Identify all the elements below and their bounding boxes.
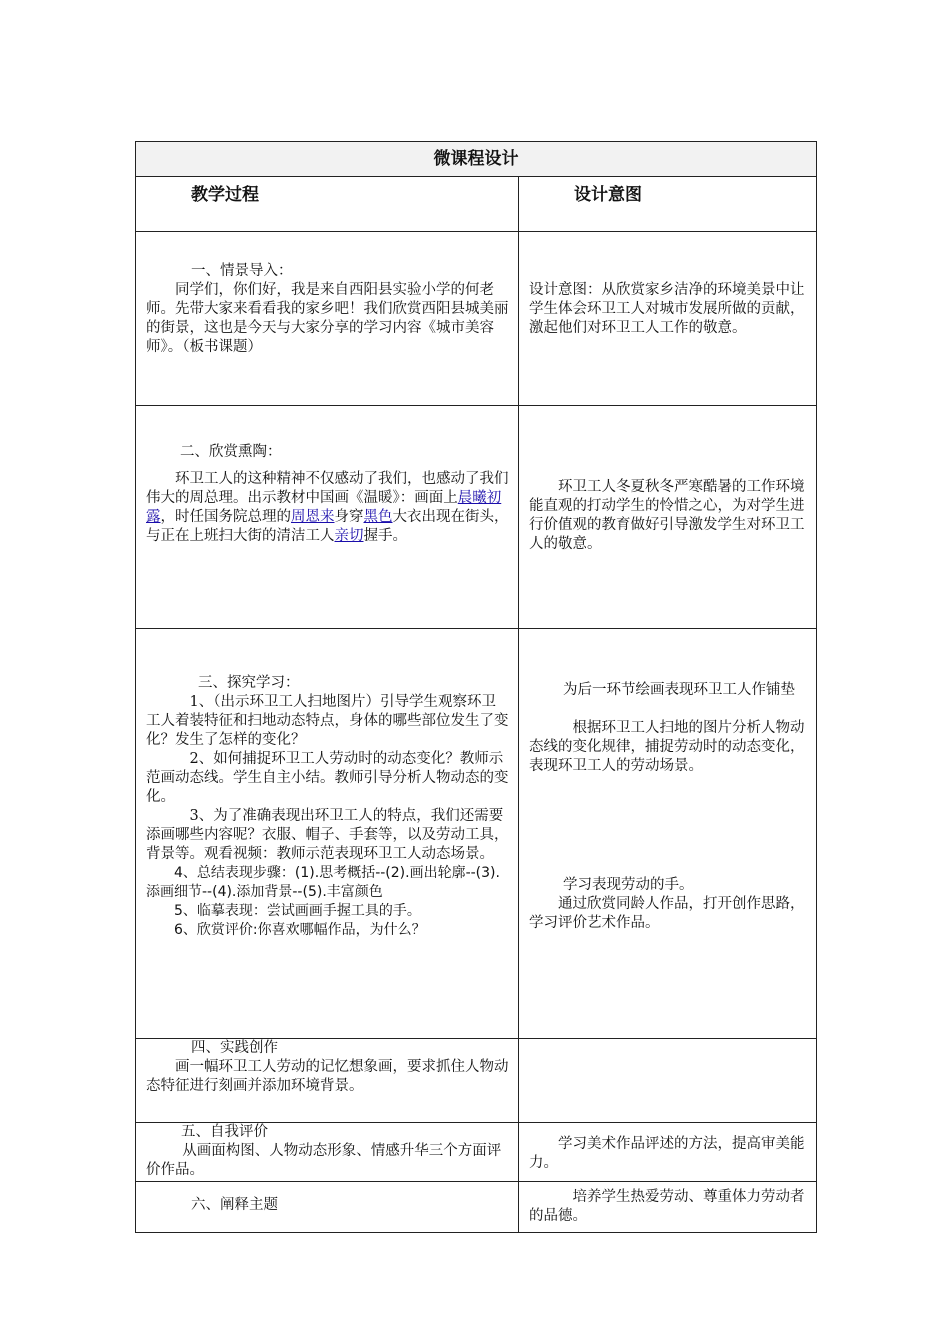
table-row xyxy=(136,406,817,629)
row3-intent-p3: 学习表现劳动的手。 xyxy=(563,877,694,893)
row6-heading: 六、阐释主题 xyxy=(191,1197,278,1213)
row5-intent xyxy=(519,1123,817,1182)
row2-body-text: ，时任国务院总理的 xyxy=(160,509,291,525)
table-row xyxy=(136,1039,817,1123)
row4-intent xyxy=(519,1039,817,1123)
row2-intent xyxy=(519,406,817,629)
row6-intent-text: 培养学生热爱劳动、尊重体力劳动者的品德。 xyxy=(529,1189,805,1224)
row5-heading: 五、自我评价 xyxy=(181,1124,268,1140)
row4-process xyxy=(136,1039,519,1123)
row3-intent-p1: 为后一环节绘画表现环卫工人作铺垫 xyxy=(563,682,795,698)
row1-intent xyxy=(519,232,817,406)
row2-body-text: 身穿 xyxy=(334,509,364,525)
row1-body: 同学们，你们好，我是来自西阳县实验小学的何老师。先带大家来看看我的家乡吧！我们欣赏西阳县城美丽的街景，这也是今天与大家分享的学习内容《城市美容师》。（板书课题） xyxy=(146,282,509,355)
row5-process xyxy=(136,1123,519,1182)
row3-item6: 6、欣赏评价:你喜欢哪幅作品，为什么？ xyxy=(174,922,426,938)
row2-heading: 二、欣赏熏陶： xyxy=(180,444,282,460)
row1-heading: 一、情景导入： xyxy=(191,263,293,279)
link-qinqie[interactable]: 亲切 xyxy=(334,528,364,544)
row3-item3: 3、为了准确表现出环卫工人的特点，我们还需要添画哪些内容呢？衣服、帽子、手套等，以及劳动工具，背景等。观看视频：教师示范表现环卫工人动态场景。 xyxy=(146,808,509,862)
row4-body: 画一幅环卫工人劳动的记忆想象画，要求抓住人物动态特征进行刻画并添加环境背景。 xyxy=(146,1059,509,1094)
table-row xyxy=(136,1182,817,1233)
row2-intent-text: 环卫工人冬夏秋冬严寒酷暑的工作环境能直观的打动学生的怜惜之心，为对学生进行价值观的教育做好引导激发学生对环卫工人的敬意。 xyxy=(529,479,805,552)
link-chenxi[interactable]: 晨曦初露 xyxy=(146,490,502,525)
link-zhou-enlai[interactable]: 周恩来 xyxy=(291,509,335,525)
row4-heading: 四、实践创作 xyxy=(191,1040,278,1056)
header-design-intent: 设计意图 xyxy=(519,177,817,232)
row5-intent-text: 学习美术作品评述的方法，提高审美能力。 xyxy=(529,1136,805,1171)
row1-intent-text: 设计意图：从欣赏家乡洁净的环境美景中让学生体会环卫工人对城市发展所做的贡献，激起他们对环卫工人工作的敬意。 xyxy=(529,282,805,336)
table-row xyxy=(136,629,817,1039)
row3-process xyxy=(136,629,519,1039)
row3-item2: 2、如何捕捉环卫工人劳动时的动态变化？教师示范画动态线。学生自主小结。教师引导分析人物动态的变化。 xyxy=(146,751,509,805)
row3-intent-p2: 根据环卫工人扫地的图片分析人物动态线的变化规律，捕捉劳动时的动态变化，表现环卫工人的劳动场景。 xyxy=(529,720,805,774)
row3-item4: 4、总结表现步骤：(1).思考概括--(2).画出轮廓--(3).添画细节--(4).添加背景--(5).丰富颜色 xyxy=(146,865,500,900)
row2-body-text: 握手。 xyxy=(363,528,407,544)
row3-intent xyxy=(519,629,817,1039)
header-teaching-process: 教学过程 xyxy=(136,177,519,232)
row3-item5: 5、临摹表现：尝试画画手握工具的手。 xyxy=(174,903,421,919)
row3-item1: 1、（出示环卫工人扫地图片）引导学生观察环卫工人着装特征和扫地动态特点，身体的哪些部位发生了变化？发生了怎样的变化？ xyxy=(146,694,509,748)
table-row xyxy=(136,232,817,406)
row3-heading: 三、探究学习： xyxy=(198,675,300,691)
row5-body: 从画面构图、人物动态形象、情感升华三个方面评价作品。 xyxy=(146,1143,502,1178)
table-title: 微课程设计 xyxy=(136,142,817,177)
row1-process xyxy=(136,232,519,406)
row6-intent xyxy=(519,1182,817,1233)
row2-body-text: 环卫工人的这种精神不仅感动了我们，也感动了我们伟大的周总理。出示教材中国画《温暖》：画面上 xyxy=(146,471,509,506)
row2-body xyxy=(146,470,509,546)
course-design-table xyxy=(135,141,817,1233)
row2-process xyxy=(136,406,519,629)
row6-process xyxy=(136,1182,519,1233)
table-row xyxy=(136,1123,817,1182)
link-heise[interactable]: 黑色 xyxy=(363,509,393,525)
row3-intent-p4: 通过欣赏同龄人作品，打开创作思路，学习评价艺术作品。 xyxy=(529,896,805,931)
row2-body-text: 大衣出现在街头，与正在上班扫大街的清洁工人 xyxy=(146,509,509,544)
